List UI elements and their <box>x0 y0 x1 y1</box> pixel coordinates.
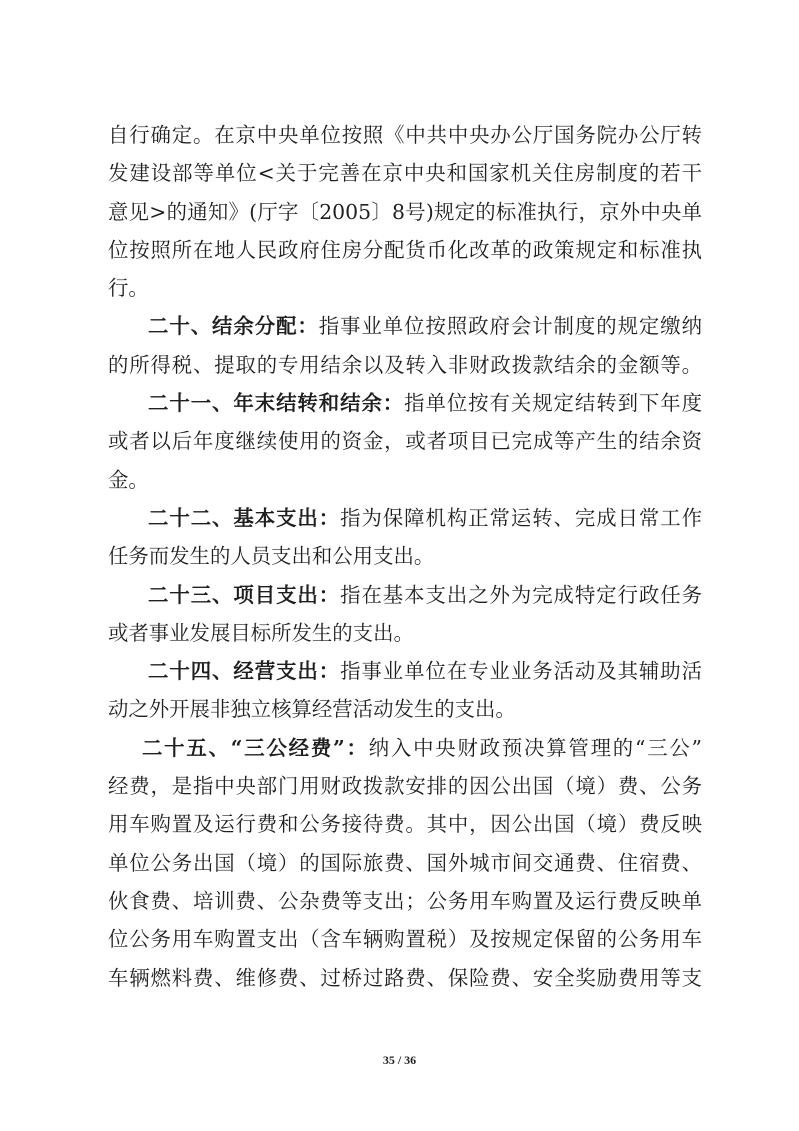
paragraph-line: 伙食费、培训费、公杂费等支出；公务用车购置及运行费反映单 <box>108 888 702 913</box>
definition-text: 指事业单位按照政府会计制度的规定缴纳 <box>318 314 703 339</box>
paragraph-first-line <box>108 384 702 422</box>
paragraph-first-line <box>108 307 702 345</box>
paragraph-line: 金。 <box>108 467 149 492</box>
paragraph-line: 或者事业发展目标所发生的支出。 <box>108 620 414 645</box>
term-heading: 二十五、“三公经费”： <box>142 735 369 760</box>
definition-text: 指为保障机构正常运转、完成日常工作 <box>340 505 703 530</box>
term-heading: 二十四、经营支出： <box>148 659 341 684</box>
definition-text: 纳入中央财政预决算管理的“三公” <box>368 735 702 760</box>
paragraph-first-line <box>108 729 702 767</box>
paragraph-first-line <box>108 652 702 690</box>
term-heading: 二十、结余分配： <box>148 314 319 339</box>
paragraph-line: 单位公务出国（境）的国际旅费、国外城市间交通费、住宿费、 <box>108 850 702 875</box>
term-heading: 二十二、基本支出： <box>148 505 341 530</box>
paragraph-first-line <box>108 499 702 537</box>
definition-text: 指在基本支出之外为完成特定行政任务 <box>340 582 703 607</box>
paragraph-line: 位公务用车购置支出（含车辆购置税）及按规定保留的公务用车 <box>108 927 702 952</box>
term-heading: 二十三、项目支出： <box>148 582 341 607</box>
paragraph-first-line <box>108 576 702 614</box>
term-heading: 二十一、年末结转和结余： <box>148 391 405 416</box>
page-number: 35 / 36 <box>382 1053 417 1067</box>
paragraph-line: 位按照所在地人民政府住房分配货币化改革的政策规定和标准执 <box>108 237 702 262</box>
paragraph-line: 的所得税、提取的专用结余以及转入非财政拨款结余的金额等。 <box>108 352 702 377</box>
definition-text: 指事业单位在专业业务活动及其辅助活 <box>340 659 703 684</box>
paragraph-line: 任务而发生的人员支出和公用支出。 <box>108 544 435 569</box>
body-text <box>108 116 702 997</box>
paragraph-line: 发建设部等单位<关于完善在京中央和国家机关住房制度的若干 <box>108 161 702 186</box>
definition-text: 指单位按有关规定结转到下年度 <box>404 391 703 416</box>
paragraph-line: 经费，是指中央部门用财政拨款安排的因公出国（境）费、公务 <box>108 774 702 799</box>
paragraph-line: 或者以后年度继续使用的资金，或者项目已完成等产生的结余资 <box>108 429 702 454</box>
paragraph-line: 动之外开展非独立核算经营活动发生的支出。 <box>108 697 516 722</box>
paragraph-line: 用车购置及运行费和公务接待费。其中，因公出国（境）费反映 <box>108 812 702 837</box>
paragraph-line: 自行确定。在京中央单位按照《中共中央办公厅国务院办公厅转 <box>108 123 702 147</box>
paragraph-line: 意见>的通知》(厅字〔2005〕8号)规定的标准执行，京外中央单 <box>108 199 702 224</box>
paragraph-line: 行。 <box>108 276 149 301</box>
paragraph-line: 车辆燃料费、维修费、过桥过路费、保险费、安全奖励费用等支 <box>108 965 702 990</box>
